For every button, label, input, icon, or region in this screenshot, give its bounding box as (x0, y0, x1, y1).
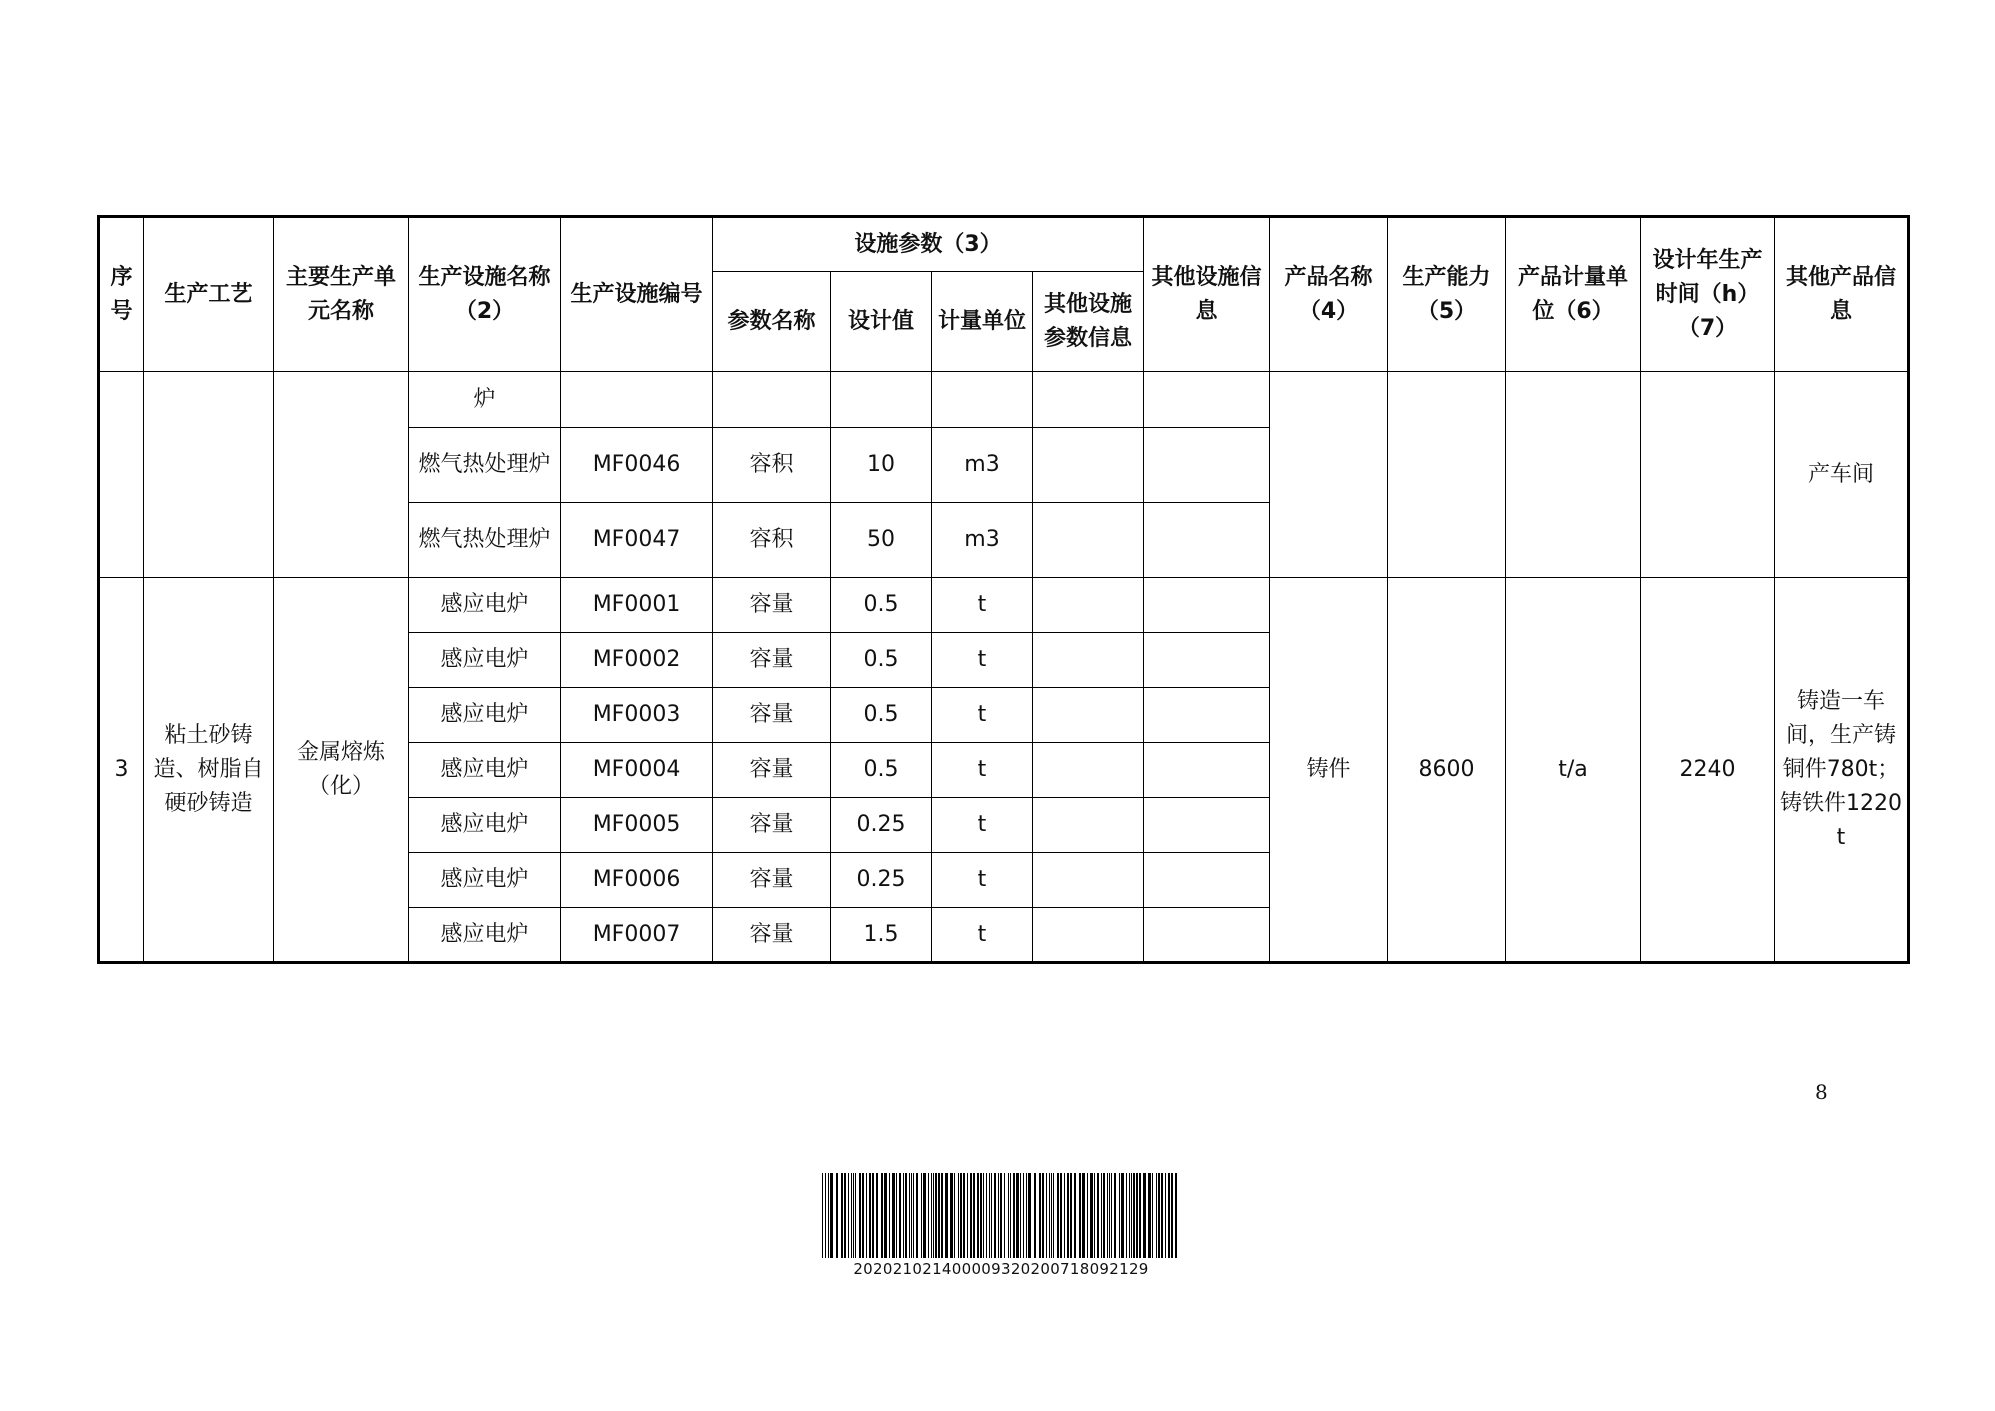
barcode-bar (1165, 1173, 1166, 1258)
cell-facility-code: MF0002 (561, 633, 713, 688)
header-design-hours: 设计年生产时间（h）（7） (1641, 217, 1775, 372)
cell-unit: 金属熔炼（化） (274, 578, 409, 963)
cell-other-product-info: 铸造一车间，生产铸铜件780t；铸铁件1220t (1775, 578, 1909, 963)
barcode-bar (1057, 1173, 1059, 1258)
cell-other-param-info (1033, 503, 1144, 578)
barcode-bar (977, 1173, 979, 1258)
header-facility-code: 生产设施编号 (561, 217, 713, 372)
barcode-bar (1152, 1173, 1153, 1258)
barcode-bar (830, 1173, 833, 1258)
cell-other-facility-info (1144, 428, 1270, 503)
cell-measure-unit: t (932, 688, 1033, 743)
cell-other-facility-info (1144, 633, 1270, 688)
barcode-bar (1133, 1173, 1135, 1258)
cell-facility-name: 感应电炉 (409, 578, 561, 633)
cell-measure-unit: t (932, 908, 1033, 963)
barcode-bar (1060, 1173, 1062, 1258)
barcode-bar (1131, 1173, 1132, 1258)
barcode-bar (1156, 1173, 1157, 1258)
cell-process (144, 372, 274, 578)
barcode-bar (1039, 1173, 1041, 1258)
header-other-param-info: 其他设施参数信息 (1033, 272, 1144, 372)
cell-capacity: 8600 (1388, 578, 1506, 963)
barcode-bar (909, 1173, 910, 1258)
barcode-bar (892, 1173, 895, 1258)
cell-param-name: 容量 (713, 578, 831, 633)
barcode-bar (1010, 1173, 1011, 1258)
barcode-bar (1094, 1173, 1095, 1258)
barcode-bar (1079, 1173, 1081, 1258)
header-unit: 主要生产单元名称 (274, 217, 409, 372)
barcode-bar (884, 1173, 887, 1258)
barcode-bar (1051, 1173, 1052, 1258)
barcode-bar (1016, 1173, 1019, 1258)
barcode-number: 20202102140000932020071809212​9 (853, 1260, 1149, 1278)
barcode-bar (844, 1173, 846, 1258)
barcode-bar (855, 1173, 856, 1258)
cell-param-name: 容积 (713, 428, 831, 503)
barcode-bar (960, 1173, 962, 1258)
barcode-bar (881, 1173, 883, 1258)
barcode-bar (989, 1173, 990, 1258)
cell-facility-code: MF0005 (561, 798, 713, 853)
table-row (99, 372, 1909, 428)
cell-facility-code: MF0046 (561, 428, 713, 503)
barcode-bar (822, 1173, 823, 1258)
cell-other-param-info (1033, 688, 1144, 743)
barcode-bar (923, 1173, 926, 1258)
cell-capacity (1388, 372, 1506, 578)
barcode-bar (836, 1173, 838, 1258)
cell-design-hours: 2240 (1641, 578, 1775, 963)
barcode-bar (851, 1173, 852, 1258)
cell-measure-unit: m3 (932, 503, 1033, 578)
cell-other-facility-info (1144, 372, 1270, 428)
cell-design-value: 0.5 (831, 578, 932, 633)
cell-other-param-info (1033, 798, 1144, 853)
barcode-bar (950, 1173, 953, 1258)
header-product-unit: 产品计量单位（6） (1506, 217, 1641, 372)
barcode-bar (1158, 1173, 1160, 1258)
barcode-bar (889, 1173, 890, 1258)
cell-measure-unit: t (932, 853, 1033, 908)
barcode-bar (1026, 1173, 1027, 1258)
barcode-bar (931, 1173, 932, 1258)
barcode-bar (1046, 1173, 1047, 1258)
barcode-bar (1101, 1173, 1102, 1258)
cell-unit (274, 372, 409, 578)
barcode-bar (986, 1173, 987, 1258)
barcode-bar (1013, 1173, 1015, 1258)
barcode-bar (848, 1173, 849, 1258)
barcode-bar (1171, 1173, 1173, 1258)
barcode-bar (1143, 1173, 1146, 1258)
cell-other-facility-info (1144, 743, 1270, 798)
barcode-bar (991, 1173, 992, 1258)
barcode-bar (1070, 1173, 1072, 1258)
barcode-bar (825, 1173, 826, 1258)
cell-facility-name: 燃气热处理炉 (409, 428, 561, 503)
header-param-name: 参数名称 (713, 272, 831, 372)
cell-design-hours (1641, 372, 1775, 578)
barcode-bar (841, 1173, 843, 1258)
header-facility-name: 生产设施名称（2） (409, 217, 561, 372)
cell-other-facility-info (1144, 908, 1270, 963)
barcode-image (820, 1173, 1182, 1258)
barcode-bar (970, 1173, 972, 1258)
barcode-bar (963, 1173, 965, 1258)
cell-facility-name: 感应电炉 (409, 743, 561, 798)
cell-other-facility-info (1144, 688, 1270, 743)
barcode-bar (1109, 1173, 1110, 1258)
cell-other-param-info (1033, 578, 1144, 633)
cell-measure-unit (932, 372, 1033, 428)
barcode-bar (1020, 1173, 1021, 1258)
barcode-bar (1074, 1173, 1076, 1258)
barcode-bar (1111, 1173, 1112, 1258)
barcode-bar (1023, 1173, 1024, 1258)
cell-measure-unit: t (932, 798, 1033, 853)
header-capacity: 生产能力（5） (1388, 217, 1506, 372)
barcode-bar (935, 1173, 937, 1258)
header-params-group: 设施参数（3） (713, 217, 1144, 272)
barcode-bar (1028, 1173, 1031, 1258)
cell-seq (99, 372, 144, 578)
cell-param-name: 容量 (713, 798, 831, 853)
table-row (99, 578, 1909, 633)
cell-design-value: 0.25 (831, 798, 932, 853)
cell-seq: 3 (99, 578, 144, 963)
cell-other-param-info (1033, 372, 1144, 428)
barcode-bar (1004, 1173, 1005, 1258)
cell-param-name: 容量 (713, 688, 831, 743)
cell-facility-name: 燃气热处理炉 (409, 503, 561, 578)
barcode-bar (916, 1173, 918, 1258)
barcode-bar (911, 1173, 912, 1258)
barcode-bar (876, 1173, 878, 1258)
header-other-facility-info: 其他设施信息 (1144, 217, 1270, 372)
cell-facility-code: MF0047 (561, 503, 713, 578)
barcode-bar (853, 1173, 854, 1258)
barcode-bar (1129, 1173, 1130, 1258)
barcode-bar (1067, 1173, 1069, 1258)
barcode-bar (1136, 1173, 1138, 1258)
cell-param-name: 容量 (713, 743, 831, 798)
barcode-bar (954, 1173, 955, 1258)
barcode-bar (958, 1173, 959, 1258)
cell-facility-name: 感应电炉 (409, 688, 561, 743)
cell-other-param-info (1033, 908, 1144, 963)
barcode-bar (945, 1173, 948, 1258)
cell-measure-unit: t (932, 743, 1033, 798)
cell-design-value: 50 (831, 503, 932, 578)
cell-other-param-info (1033, 428, 1144, 503)
cell-other-param-info (1033, 743, 1144, 798)
barcode-bar (869, 1173, 871, 1258)
cell-process: 粘土砂铸造、树脂自硬砂铸造 (144, 578, 274, 963)
header-row-1 (99, 217, 1909, 272)
barcode-bar (866, 1173, 867, 1258)
cell-facility-name: 炉 (409, 372, 561, 428)
barcode-bar (921, 1173, 922, 1258)
barcode-bar (903, 1173, 904, 1258)
barcode-bar (859, 1173, 861, 1258)
cell-design-value (831, 372, 932, 428)
barcode-bar (998, 1173, 999, 1258)
barcode-bar (967, 1173, 968, 1258)
barcode-bar (1107, 1173, 1108, 1258)
barcode-bar (938, 1173, 940, 1258)
barcode-bar (1082, 1173, 1085, 1258)
barcode-bar (1103, 1173, 1105, 1258)
cell-product-name: 铸件 (1270, 578, 1388, 963)
barcode-bar (1090, 1173, 1093, 1258)
barcode-bar (1008, 1173, 1009, 1258)
barcode-bar (973, 1173, 975, 1258)
barcode-bar (983, 1173, 984, 1258)
cell-param-name: 容量 (713, 908, 831, 963)
barcode-bar (928, 1173, 929, 1258)
barcode-bar (896, 1173, 897, 1258)
cell-facility-name: 感应电炉 (409, 633, 561, 688)
cell-product-unit: t/a (1506, 578, 1641, 963)
cell-param-name: 容积 (713, 503, 831, 578)
cell-other-facility-info (1144, 853, 1270, 908)
barcode-bar (941, 1173, 943, 1258)
barcode-bar (1114, 1173, 1116, 1258)
cell-design-value: 0.5 (831, 633, 932, 688)
cell-design-value: 10 (831, 428, 932, 503)
cell-facility-name: 感应电炉 (409, 798, 561, 853)
barcode-bar (1121, 1173, 1124, 1258)
cell-facility-name: 感应电炉 (409, 853, 561, 908)
cell-other-param-info (1033, 853, 1144, 908)
cell-other-facility-info (1144, 798, 1270, 853)
cell-product-unit (1506, 372, 1641, 578)
cell-facility-code: MF0003 (561, 688, 713, 743)
cell-design-value: 0.25 (831, 853, 932, 908)
barcode-bar (1087, 1173, 1088, 1258)
cell-facility-name: 感应电炉 (409, 908, 561, 963)
barcode-bar (1139, 1173, 1141, 1258)
cell-design-value: 1.5 (831, 908, 932, 963)
barcode-bar (1034, 1173, 1036, 1258)
barcode-bar (1042, 1173, 1044, 1258)
cell-measure-unit: t (932, 633, 1033, 688)
barcode-bar (1064, 1173, 1065, 1258)
cell-facility-code: MF0004 (561, 743, 713, 798)
barcode-bar (1168, 1173, 1170, 1258)
cell-param-name (713, 372, 831, 428)
header-other-product-info: 其他产品信息 (1775, 217, 1909, 372)
cell-facility-code: MF0001 (561, 578, 713, 633)
barcode-bar (933, 1173, 934, 1258)
barcode-bar (1000, 1173, 1002, 1258)
header-seq: 序号 (99, 217, 144, 372)
barcode-bar (899, 1173, 901, 1258)
cell-facility-code: MF0007 (561, 908, 713, 963)
cell-other-facility-info (1144, 578, 1270, 633)
barcode-bar (1126, 1173, 1127, 1258)
barcode-bar (994, 1173, 996, 1258)
cell-design-value: 0.5 (831, 688, 932, 743)
header-measure-unit: 计量单位 (932, 272, 1033, 372)
page-number: 8 (1815, 1080, 1828, 1104)
barcode-bar (980, 1173, 982, 1258)
header-product-name: 产品名称（4） (1270, 217, 1388, 372)
cell-other-facility-info (1144, 503, 1270, 578)
barcode-bar (1097, 1173, 1099, 1258)
barcode-bar (828, 1173, 829, 1258)
barcode-bar (862, 1173, 864, 1258)
cell-other-param-info (1033, 633, 1144, 688)
barcode-bar (1175, 1173, 1177, 1258)
barcode-bar (1053, 1173, 1054, 1258)
header-design-value: 设计值 (831, 272, 932, 372)
barcode-bar (1148, 1173, 1151, 1258)
facility-table (97, 215, 1910, 964)
cell-param-name: 容量 (713, 633, 831, 688)
header-process: 生产工艺 (144, 217, 274, 372)
barcode-bar (872, 1173, 874, 1258)
cell-facility-code: MF0006 (561, 853, 713, 908)
barcode-bar (1161, 1173, 1163, 1258)
barcode-bar (913, 1173, 914, 1258)
cell-facility-code (561, 372, 713, 428)
cell-param-name: 容量 (713, 853, 831, 908)
barcode-bar (905, 1173, 907, 1258)
cell-design-value: 0.5 (831, 743, 932, 798)
cell-product-name (1270, 372, 1388, 578)
cell-measure-unit: m3 (932, 428, 1033, 503)
barcode-bar (1119, 1173, 1120, 1258)
cell-measure-unit: t (932, 578, 1033, 633)
barcode-bar (1049, 1173, 1050, 1258)
cell-other-product-info: 产车间 (1775, 372, 1909, 578)
